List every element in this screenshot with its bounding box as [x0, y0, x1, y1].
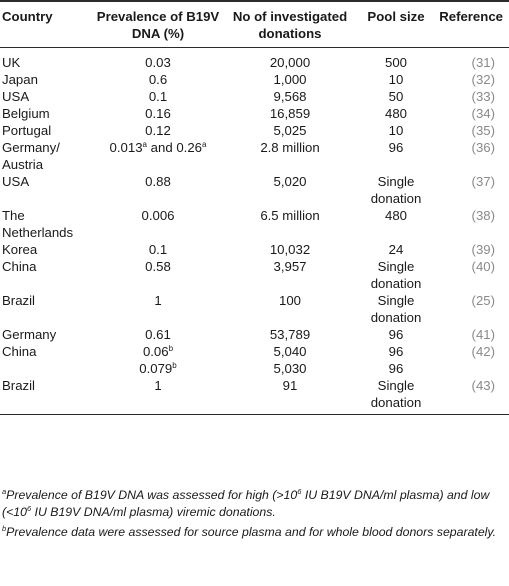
footnote-marker: a: [142, 140, 147, 149]
reference-cell: (36): [471, 140, 495, 155]
country-cell: Portugal: [2, 123, 52, 138]
header-prevalence: Prevalence of B19V DNA (%): [96, 9, 220, 41]
table-row: [0, 88, 509, 105]
prevalence-cell: 0.1: [148, 242, 168, 257]
country-cell: Japan: [2, 72, 38, 87]
table-row: [0, 207, 509, 241]
donations-cell: 2.8 million: [260, 140, 320, 155]
header-country: Country: [2, 9, 53, 24]
pool-size-cell: 96: [388, 344, 404, 359]
country-cell: [0, 360, 92, 377]
reference-cell: (40): [471, 259, 495, 274]
donations-cell: 91: [282, 378, 298, 393]
pool-size-cell: Single donation: [370, 259, 422, 291]
header-donations: No of investigated donations: [232, 9, 348, 41]
table-row: [0, 292, 509, 326]
header-pool-size: Pool size: [367, 9, 425, 24]
pool-size-cell: 96: [388, 327, 404, 342]
prevalence-cell: 0.88: [145, 174, 171, 189]
pool-size-cell: 24: [388, 242, 404, 257]
prevalence-cell: [92, 139, 224, 173]
country-cell: Brazil: [2, 378, 35, 393]
prevalence-cell: 1: [154, 293, 162, 308]
donations-cell: 20,000: [269, 55, 311, 70]
country-cell: Germany: [2, 327, 57, 342]
prevalence-cell: 0.6: [148, 72, 168, 87]
prevalence-cell: 0.12: [145, 123, 171, 138]
donations-cell: 100: [278, 293, 301, 308]
reference-cell: (33): [471, 89, 495, 104]
pool-size-cell: 50: [388, 89, 404, 104]
header-reference: Reference: [439, 9, 503, 24]
footnote-text: IU B19V DNA/ml plasma) viremic donations.: [31, 505, 276, 519]
donations-cell: 5,020: [273, 174, 307, 189]
prevalence-value: and 0.26: [147, 140, 202, 155]
country-cell: China: [2, 259, 37, 274]
header-row: [0, 1, 509, 48]
country-cell: USA: [2, 174, 30, 189]
reference-cell: (32): [471, 72, 495, 87]
country-cell: Germany/ Austria: [2, 140, 60, 172]
table-row: [0, 122, 509, 139]
footnote-marker: b: [168, 344, 174, 353]
country-cell: Belgium: [2, 106, 50, 121]
reference-cell: (34): [471, 106, 495, 121]
reference-cell: (39): [471, 242, 495, 257]
prevalence-cell: 0.1: [148, 89, 168, 104]
donations-cell: 10,032: [269, 242, 311, 257]
donations-cell: 5,025: [273, 123, 307, 138]
footnote-marker: a: [2, 487, 7, 496]
country-cell: UK: [2, 55, 21, 70]
reference-cell: (31): [471, 55, 495, 70]
pool-size-cell: 96: [388, 140, 404, 155]
pool-size-cell: 96: [388, 361, 404, 376]
footnote-marker: b: [172, 361, 177, 370]
exponent: 6: [26, 504, 32, 513]
pool-size-cell: Single donation: [370, 174, 422, 206]
footnote-text: IU B19V DNA/ml plasma) and low (<10: [2, 488, 490, 519]
prevalence-value: 0.06: [142, 344, 169, 359]
footnote-marker: a: [202, 140, 207, 149]
donations-cell: 9,568: [273, 89, 307, 104]
footnote-a: [2, 487, 502, 521]
exponent: 6: [297, 487, 302, 496]
country-cell: USA: [2, 89, 30, 104]
reference-cell: (25): [471, 293, 495, 308]
reference-cell: (35): [471, 123, 495, 138]
table-row: [0, 105, 509, 122]
pool-size-cell: 500: [384, 55, 407, 70]
table-row: [0, 139, 509, 173]
reference-cell: (38): [471, 208, 495, 223]
prevalence-cell: 0.006: [141, 208, 175, 223]
reference-cell: [436, 360, 509, 377]
reference-cell: (42): [471, 344, 495, 359]
reference-cell: (41): [471, 327, 495, 342]
donations-cell: 5,030: [273, 361, 307, 376]
footnote-text: Prevalence data were assessed for source plasma and for whole blood donors separately.: [6, 525, 497, 539]
pool-size-cell: 10: [388, 123, 404, 138]
prevalence-cell: [92, 360, 224, 377]
prevalence-cell: 0.03: [145, 55, 171, 70]
prevalence-cell: 1: [154, 378, 162, 393]
table-row: [0, 343, 509, 360]
footnote-b: [2, 524, 502, 541]
reference-cell: (43): [471, 378, 495, 393]
pool-size-cell: Single donation: [370, 293, 422, 325]
table-row: [0, 71, 509, 88]
country-cell: China: [2, 344, 37, 359]
prevalence-value: 0.079: [139, 361, 173, 376]
pool-size-cell: Single donation: [370, 378, 422, 410]
country-cell: The Netherlands: [2, 208, 74, 240]
donations-cell: 1,000: [273, 72, 307, 87]
pool-size-cell: 480: [384, 208, 407, 223]
pool-size-cell: 480: [384, 106, 407, 121]
country-cell: Korea: [2, 242, 38, 257]
prevalence-value: 0.013: [109, 140, 143, 155]
prevalence-cell: 0.16: [145, 106, 171, 121]
table-footnotes: [2, 487, 502, 544]
table-row: [0, 360, 509, 377]
footnote-marker: b: [2, 524, 7, 533]
reference-cell: (37): [471, 174, 495, 189]
donations-cell: 5,040: [273, 344, 307, 359]
prevalence-cell: 0.61: [145, 327, 171, 342]
donations-cell: 53,789: [269, 327, 311, 342]
table-row: [0, 241, 509, 258]
prevalence-cell: [92, 343, 224, 360]
footnote-text: Prevalence of B19V DNA was assessed for high (>10: [6, 488, 298, 502]
donations-cell: 3,957: [273, 259, 307, 274]
table-row: [0, 48, 509, 72]
donations-cell: 16,859: [269, 106, 311, 121]
donations-cell: 6.5 million: [260, 208, 320, 223]
table-row: [0, 173, 509, 207]
prevalence-cell: 0.58: [145, 259, 171, 274]
table-row: [0, 258, 509, 292]
table-row: [0, 377, 509, 415]
pool-size-cell: 10: [388, 72, 404, 87]
table-row: [0, 326, 509, 343]
country-cell: Brazil: [2, 293, 35, 308]
